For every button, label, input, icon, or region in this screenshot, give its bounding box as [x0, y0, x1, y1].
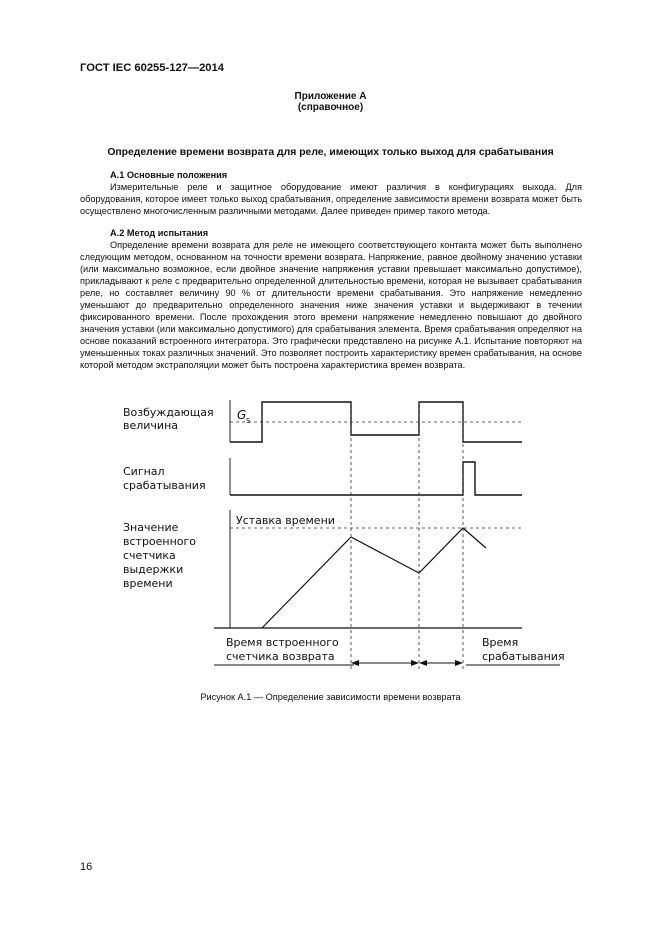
standard-header: ГОСТ IEC 60255-127—2014 [80, 62, 224, 74]
arrowhead-left-2 [419, 660, 427, 666]
label-counter-line1: Значение [123, 521, 179, 534]
label-gs: G [237, 408, 247, 422]
label-counter-line5: времени [123, 577, 173, 590]
section-heading-2: А.2 Метод испытания [110, 228, 209, 238]
label-time-setting: Уставка времени [236, 514, 335, 527]
label-reset-time-line1: Время встроенного [226, 636, 339, 649]
label-signal-line1: Сигнал [123, 465, 165, 478]
arrowhead-right-2 [455, 660, 463, 666]
section-text-1 [80, 181, 582, 217]
label-signal-line2: срабатывания [123, 479, 206, 492]
label-operate-time-line2: срабатывания [482, 650, 565, 663]
label-gs-subscript: S [246, 417, 251, 425]
paragraph: Определение времени возврата для реле не имеющего соответствующего контакта может быть выполнено следующим методом, основанном на точности времени возврата. Напряжение, равное двойному значению уставки (или максимально возможное, если двойное значение напряжения уставки превышает максимально допустимое), прикладывают к реле с предварительно определенной длительностью времени, которая не вызывает срабатывания реле, но составляет величину 90 % от длительности времени срабатывания. Это напряжение немедленно уменьшают до предварительно определенного значения ниже значения уставки и выдерживают в течении фиксированного времени. После прохождения этого времени напряжение немедленно повышают до двойного значения уставки (или максимально допустимого) для срабатывания элемента. Время срабатывания определяют на основе показаний встроенного интегратора. Это графически представлено на рисунке А.1. Испытание повторяют на уменьшенных токах различных значений. Это позволяет построить характеристику времен срабатывания, на основе которой методом экстраполяции может быть построена характеристика времен возврата. [80, 240, 582, 370]
document-title: Определение времени возврата для реле, имеющих только выход для срабатывания [107, 147, 554, 158]
counter-curve [262, 528, 486, 628]
section-text-2 [80, 239, 582, 371]
arrowhead-right-1 [411, 660, 419, 666]
label-counter-line4: выдержки [123, 563, 184, 576]
paragraph: Измерительные реле и защитное оборудование имеют различия в конфигурациях выхода. Для оборудования, которое имеет только выход срабатывания, определение зависимости времени возврата может быть осуществлено многочисленным различными методами. Далее приведен пример такого метода. [80, 182, 582, 216]
label-reset-time-line2: счетчика возврата [226, 650, 335, 663]
page-number: 16 [80, 861, 93, 873]
label-counter-line3: счетчика [123, 549, 176, 562]
label-excitation-line2: величина [123, 419, 179, 432]
operate-signal-waveform [230, 462, 522, 495]
label-operate-time-line1: Время [482, 636, 519, 649]
timing-diagram [0, 380, 661, 685]
appendix-title: Приложение А [294, 91, 367, 102]
section-heading-1: А.1 Основные положения [110, 170, 228, 180]
label-excitation-line1: Возбуждающая [123, 406, 214, 419]
figure-caption: Рисунок А.1 — Определение зависимости времени возврата [200, 692, 461, 702]
appendix-subtitle: (справочное) [297, 102, 364, 113]
label-counter-line2: встроенного [123, 535, 197, 548]
